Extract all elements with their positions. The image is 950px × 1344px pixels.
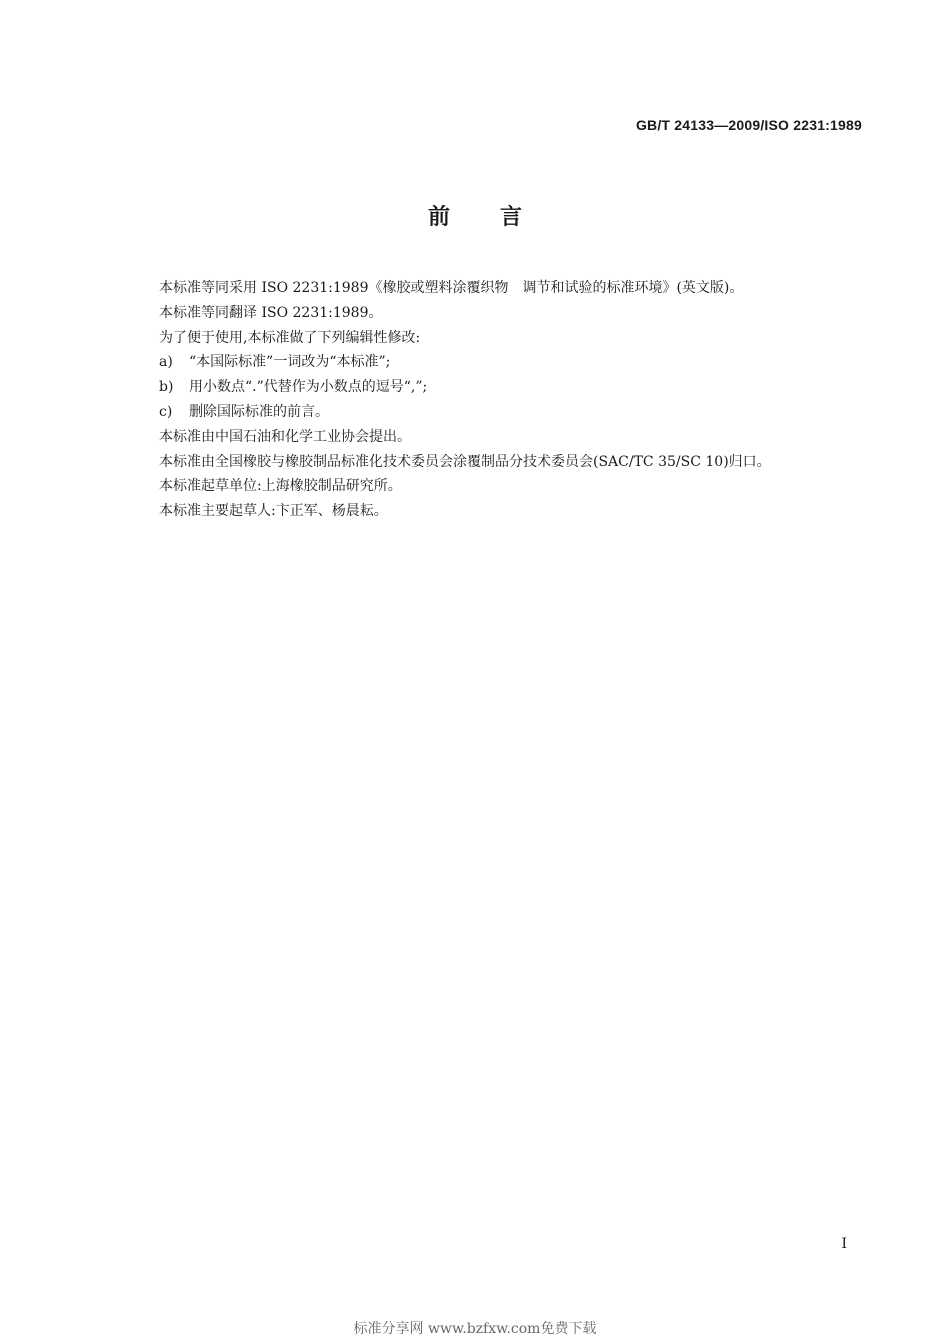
list-item [114, 375, 862, 400]
paragraph-translation: 本标准等同翻译 ISO 2231:1989。 [159, 304, 383, 321]
page-title: 前言 [427, 205, 572, 230]
paragraph-adoption: 本标准等同采用 ISO 2231:1989《橡胶或塑料涂覆织物 调节和试验的标准环境》(英文版)。 [159, 280, 744, 296]
footer-watermark: 标准分享网 www.bzfxw.com免费下载 [353, 1321, 597, 1337]
paragraph-drafters: 本标准主要起草人:卞正军、杨晨耘。 [159, 503, 388, 520]
foreword-body [114, 276, 862, 524]
list-item [114, 400, 862, 425]
standard-code: GB/T 24133—2009/ISO 2231:1989 [635, 117, 862, 133]
list-item-mark: b) [159, 379, 174, 396]
list-item-mark: a) [159, 354, 173, 371]
paragraph-drafting-unit: 本标准起草单位:上海橡胶制品研究所。 [159, 478, 402, 495]
list-item [114, 350, 862, 375]
paragraph-proposer: 本标准由中国石油和化学工业协会提出。 [159, 428, 411, 445]
page-number: I [841, 1236, 847, 1252]
list-item-mark: c) [159, 403, 173, 420]
list-item-text: 用小数点“.”代替作为小数点的逗号“,”; [189, 379, 428, 396]
list-item-text: “本国际标准”一词改为“本标准”; [189, 354, 391, 371]
paragraph-edits-intro: 为了便于使用,本标准做了下列编辑性修改: [159, 329, 421, 346]
paragraph-centralized: 本标准由全国橡胶与橡胶制品标准化技术委员会涂覆制品分技术委员会(SAC/TC 35/SC 10)归口。 [159, 453, 771, 470]
list-item-text: 删除国际标准的前言。 [189, 403, 329, 420]
